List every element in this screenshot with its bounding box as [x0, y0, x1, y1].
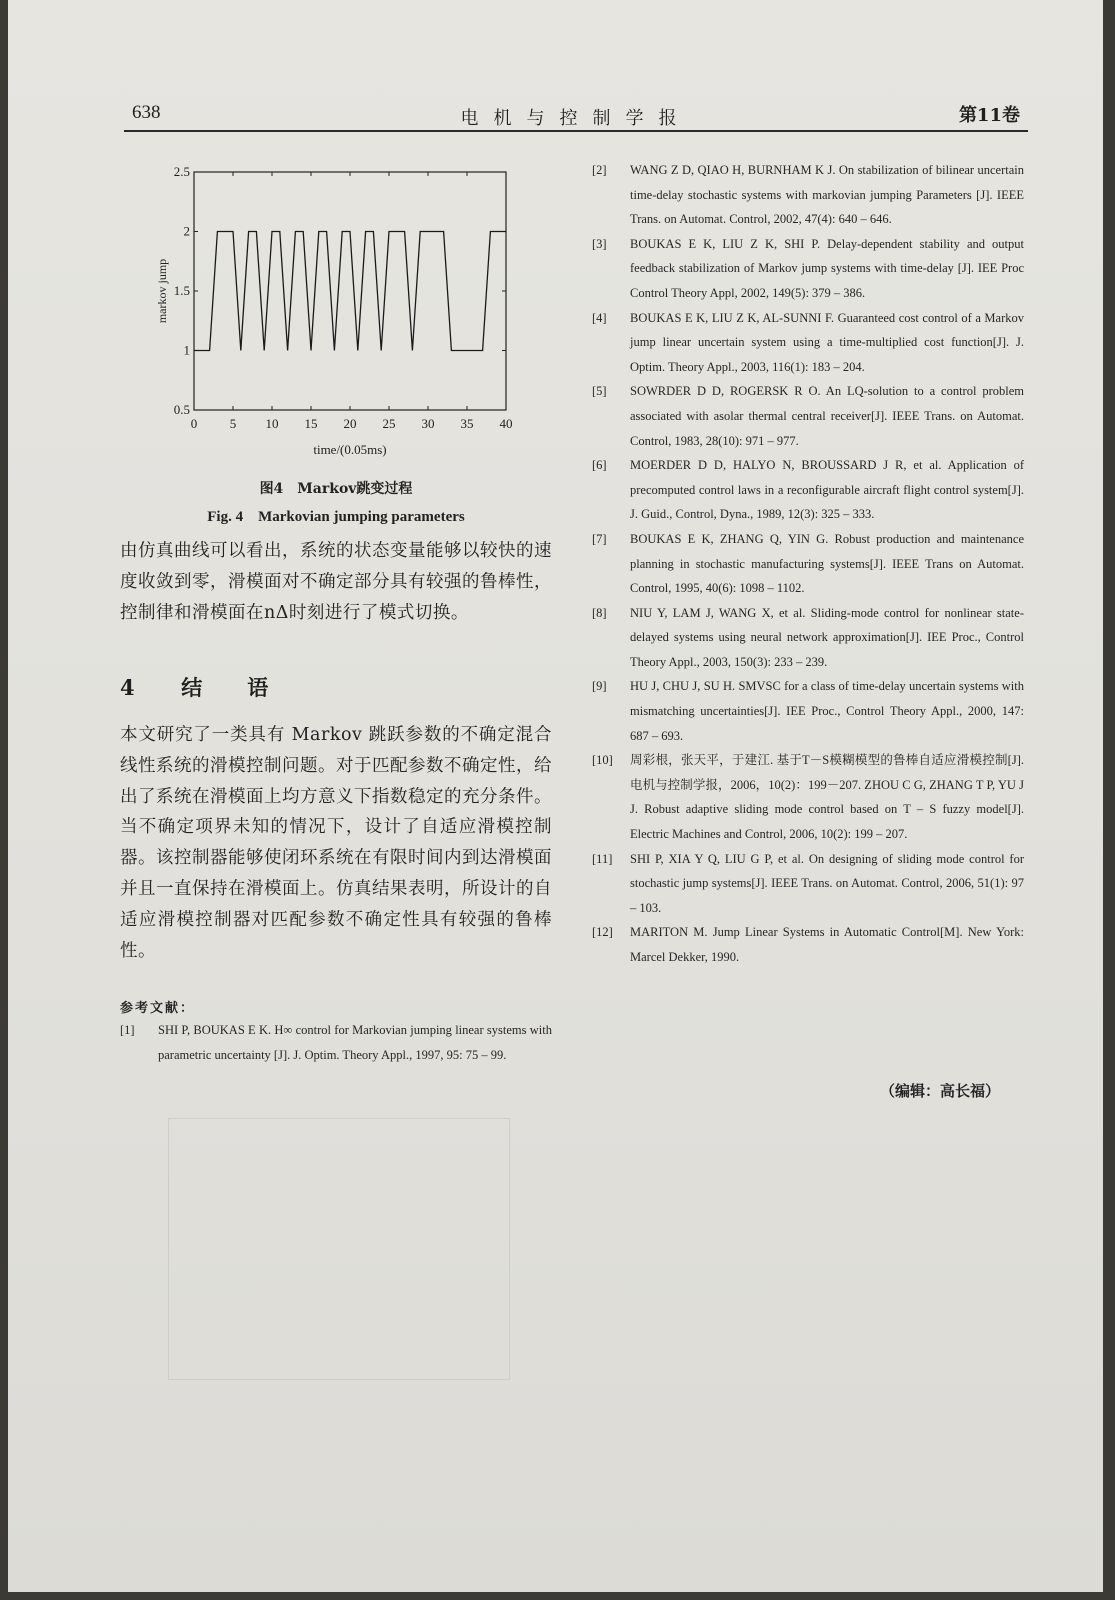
reference-text: BOUKAS E K, ZHANG Q, YIN G. Robust production and maintenance planning in stochastic manufacturing systems[J]. IEEE Trans on Automat. Control, 1995, 40(6): 1098 – 1102. — [630, 531, 1024, 596]
reference-text: SHI P, BOUKAS E K. H∞ control for Markovian jumping linear systems with parametric uncertainty [J]. J. Optim. Theory Appl., 1997, 95: 75 – 99. — [158, 1023, 552, 1062]
reference-item — [592, 453, 1024, 527]
figure-caption-cn: 图4 Markov跳变过程 — [259, 481, 413, 497]
reference-number: [6] — [592, 458, 607, 473]
x-tick-label: 30 — [421, 416, 435, 431]
reference-number: [2] — [592, 163, 607, 177]
y-tick-label: 0.5 — [173, 402, 190, 417]
section-number: 4 — [120, 675, 135, 700]
section-heading — [120, 672, 280, 702]
x-tick-label: 20 — [343, 416, 357, 431]
reference-text: BOUKAS E K, LIU Z K, SHI P. Delay-dependent stability and output feedback stabilization of Markov jump systems with time-delay [J]. IEE Proc Control Theory Appl, 2002, 149(5): 379 – 386. — [630, 236, 1024, 300]
reference-text: 周彩根，张天平，于建江. 基于T－S模糊模型的鲁棒自适应滑模控制[J]. 电机与控制学报，2006，10(2)：199－207. ZHOU C G, ZHANG T P, YU J J. Robust adaptive sliding mode control based on T – S fuzzy model[J]. Electric Machines and Control, 2006, 10(2): 199 – 207. — [630, 753, 1024, 842]
figure-caption-en: Fig. 4 Markovian jumping parameters — [207, 509, 465, 525]
reference-item — [592, 920, 1024, 969]
x-tick-label: 5 — [229, 416, 237, 431]
conclusion-paragraph-1: 由仿真曲线可以看出，系统的状态变量能够以较快的速度收敛到零，滑模面对不确定部分具有较强的鲁棒性，控制律和滑模面在nΔ时刻进行了模式切换。 — [120, 541, 552, 623]
reference-text: MOERDER D D, HALYO N, BROUSSARD J R, et al. Application of precomputed control laws in a reconfigurable aircraft flight control system[J]. J. Guid., Control, Dyna., 1989, 12(3): 325 – 333. — [630, 458, 1024, 522]
y-axis-label: markov jump — [155, 258, 169, 324]
markov-jump-chart — [152, 160, 542, 530]
chart-svg — [152, 160, 542, 470]
references-left-column — [120, 1018, 552, 1067]
reference-number: [12] — [592, 925, 613, 940]
reference-number: [8] — [592, 605, 607, 620]
page-header — [124, 96, 1028, 132]
reference-item — [592, 158, 1024, 232]
reference-number: [9] — [592, 679, 607, 694]
section-title: 结 语 — [181, 675, 281, 700]
reference-number: [3] — [592, 236, 607, 251]
reference-number: [11] — [592, 851, 613, 866]
reference-number: [4] — [592, 310, 607, 325]
y-tick-label: 1.5 — [173, 283, 190, 298]
reference-item — [592, 379, 1024, 453]
reference-item — [592, 748, 1024, 846]
reference-number: [7] — [592, 531, 607, 546]
x-tick-label: 25 — [382, 416, 396, 431]
references-right-column — [592, 158, 1024, 970]
journal-title: 电机与控制学报 — [460, 108, 692, 129]
reference-item — [592, 847, 1024, 921]
reference-item — [592, 674, 1024, 748]
reference-text: WANG Z D, QIAO H, BURNHAM K J. On stabilization of bilinear uncertain time-delay stochastic systems with markovian jumping Parameters [J]. IEEE Trans. on Automat. Control, 2002, 47(4): 640 – 646. — [630, 163, 1024, 227]
x-tick-label: 0 — [190, 416, 198, 431]
plot-frame — [194, 172, 506, 410]
y-tick-label: 2.5 — [173, 164, 190, 179]
reference-text: HU J, CHU J, SU H. SMVSC for a class of time-delay uncertain systems with mismatching uncertainties[J]. IEE Proc., Control Theory Appl., 2000, 147: 687 – 693. — [630, 679, 1024, 743]
y-tick-label: 2 — [183, 223, 190, 239]
editor-note: （编辑：高长福） — [880, 1082, 1001, 1100]
reference-number: [10] — [592, 753, 613, 768]
conclusion-paragraph-2: 本文研究了一类具有 Markov 跳跃参数的不确定混合线性系统的滑模控制问题。对于匹配参数不确定性，给出了系统在滑模面上均方意义下指数稳定的充分条件。当不确定项界未知的情况下，设计了自适应滑模控制器。该控制器能够使闭环系统在有限时间内到达滑模面并且一直保持在滑模面上。仿真结果表明，所设计的自适应滑模控制器对匹配参数不确定性具有较强的鲁棒性。 — [120, 725, 552, 961]
reference-item — [592, 527, 1024, 601]
x-tick-label: 40 — [499, 416, 513, 431]
y-tick-label: 1 — [183, 342, 190, 358]
reference-item — [592, 306, 1024, 380]
reference-number: [5] — [592, 384, 607, 399]
x-tick-label: 15 — [304, 416, 318, 431]
references-heading: 参考文献： — [120, 1001, 196, 1016]
reference-item — [592, 601, 1024, 675]
reference-item — [120, 1018, 552, 1067]
x-tick-label: 10 — [265, 416, 279, 431]
reference-text: BOUKAS E K, LIU Z K, AL-SUNNI F. Guaranteed cost control of a Markov jump linear uncertain system using a time-multiplied cost function[J]. J. Optim. Theory Appl., 2003, 116(1): 183 – 204. — [630, 310, 1024, 374]
reference-text: SHI P, XIA Y Q, LIU G P, et al. On designing of sliding mode control for stochastic jump systems[J]. IEEE Trans. on Automat. Control, 2006, 51(1): 97 – 103. — [630, 851, 1024, 915]
bleed-through-figure — [168, 1118, 510, 1380]
reference-number: [1] — [120, 1023, 135, 1037]
x-tick-label: 35 — [460, 416, 474, 431]
reference-text: SOWRDER D D, ROGERSK R O. An LQ-solution to a control problem associated with asolar thermal central receiver[J]. IEEE Trans. on Automat. Control, 1983, 28(10): 971 – 977. — [630, 384, 1024, 448]
x-axis-label: time/(0.05ms) — [313, 442, 387, 457]
reference-text: MARITON M. Jump Linear Systems in Automatic Control[M]. New York: Marcel Dekker, 1990. — [630, 925, 1024, 964]
series-line — [194, 232, 506, 351]
volume-label: 第11卷 — [958, 105, 1020, 126]
reference-text: NIU Y, LAM J, WANG X, et al. Sliding-mode control for nonlinear state-delayed systems using neural network approximation[J]. IEE Proc., Control Theory Appl., 2003, 150(3): 233 – 239. — [630, 605, 1024, 669]
reference-item — [592, 232, 1024, 306]
page-number: 638 — [132, 102, 161, 123]
